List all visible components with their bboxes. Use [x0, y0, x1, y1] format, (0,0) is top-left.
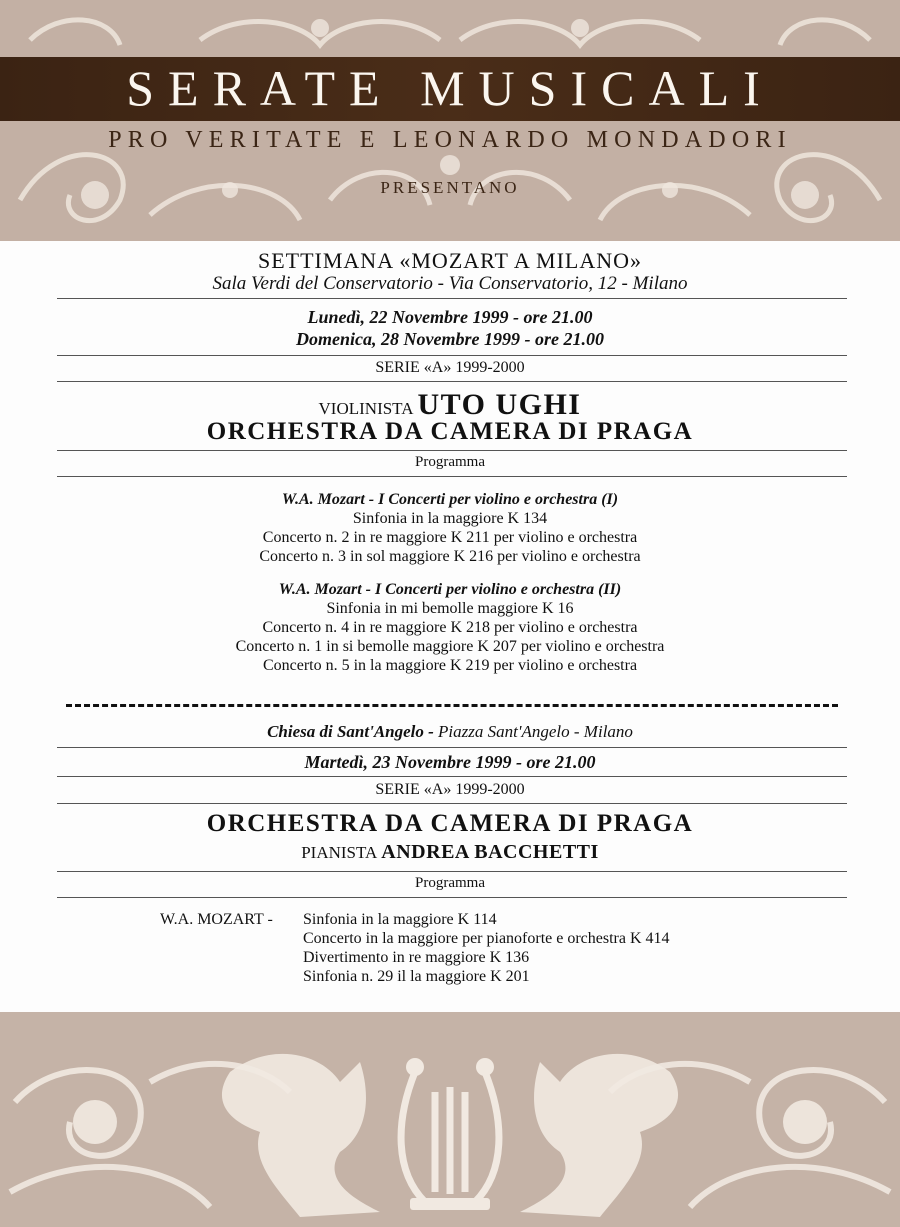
- program-block-2: [0, 580, 900, 675]
- divider: [57, 450, 847, 451]
- performer-role: PIANISTA: [301, 843, 378, 862]
- performer-line-1: [0, 388, 900, 422]
- ornament-lyre-griffins-icon: [0, 1012, 900, 1227]
- program-item: Concerto n. 5 in la maggiore K 219 per violino e orchestra: [262, 657, 638, 674]
- program-item: Concerto n. 3 in sol maggiore K 216 per violino e orchestra: [259, 548, 641, 565]
- program-item: Concerto n. 1 in si bemolle maggiore K 207 per violino e orchestra: [235, 638, 665, 655]
- week-title: SETTIMANA «MOZART A MILANO»: [257, 248, 642, 273]
- program-item: Concerto n. 4 in re maggiore K 218 per violino e orchestra: [262, 619, 638, 636]
- program-items: [303, 910, 670, 986]
- divider: [57, 776, 847, 777]
- page-title: SERATE MUSICALI: [126, 60, 774, 116]
- presenters: PRO VERITATE E LEONARDO MONDADORI: [108, 127, 792, 153]
- program-item: Sinfonia in la maggiore K 114: [303, 911, 497, 928]
- program-label-1: Programma: [415, 454, 485, 470]
- program-heading: W.A. Mozart - I Concerti per violino e orchestra (II): [278, 581, 622, 598]
- dashed-separator: [66, 704, 838, 707]
- header-band: [0, 0, 900, 241]
- performer-role: VIOLINISTA: [318, 399, 414, 418]
- divider: [57, 897, 847, 898]
- divider: [57, 803, 847, 804]
- venue-1: Sala Verdi del Conservatorio - Via Conservatorio, 12 - Milano: [212, 273, 688, 294]
- program-item: Concerto in la maggiore per pianoforte e orchestra K 414: [303, 930, 670, 947]
- ensemble-1: ORCHESTRA DA CAMERA DI PRAGA: [206, 418, 694, 445]
- venue-name: Chiesa di Sant'Angelo -: [267, 722, 434, 741]
- divider: [57, 298, 847, 299]
- performer-line-2: [0, 841, 900, 864]
- divider: [57, 476, 847, 477]
- program-label-2: Programma: [415, 875, 485, 891]
- program-item: Divertimento in re maggiore K 136: [303, 949, 530, 966]
- divider: [57, 355, 847, 356]
- series-label-2: SERIE «A» 1999-2000: [375, 781, 525, 798]
- divider: [57, 747, 847, 748]
- ensemble-2: ORCHESTRA DA CAMERA DI PRAGA: [206, 810, 694, 837]
- performer-name: UTO UGHI: [417, 388, 582, 421]
- divider: [57, 871, 847, 872]
- program-block-1: [0, 490, 900, 566]
- venue-2: [0, 722, 900, 742]
- program-item: Sinfonia in la maggiore K 134: [352, 510, 548, 527]
- footer-band: [0, 1012, 900, 1227]
- program-heading: W.A. Mozart - I Concerti per violino e orchestra (I): [281, 491, 619, 508]
- performer-name: ANDREA BACCHETTI: [381, 841, 599, 863]
- divider: [57, 381, 847, 382]
- venue-address: Piazza Sant'Angelo - Milano: [438, 722, 633, 741]
- date-3: Martedì, 23 Novembre 1999 - ore 21.00: [304, 752, 596, 772]
- composer-label: W.A. MOZART -: [160, 911, 273, 928]
- date-2: Domenica, 28 Novembre 1999 - ore 21.00: [296, 329, 604, 349]
- presenting-label: PRESENTANO: [380, 178, 520, 197]
- program-item: Sinfonia n. 29 il la maggiore K 201: [303, 968, 530, 985]
- program-item: Concerto n. 2 in re maggiore K 211 per violino e orchestra: [262, 529, 638, 546]
- program-block-3: [160, 910, 670, 985]
- program-item: Sinfonia in mi bemolle maggiore K 16: [326, 600, 574, 617]
- date-1: Lunedì, 22 Novembre 1999 - ore 21.00: [307, 307, 593, 327]
- series-label-1: SERIE «A» 1999-2000: [375, 359, 525, 376]
